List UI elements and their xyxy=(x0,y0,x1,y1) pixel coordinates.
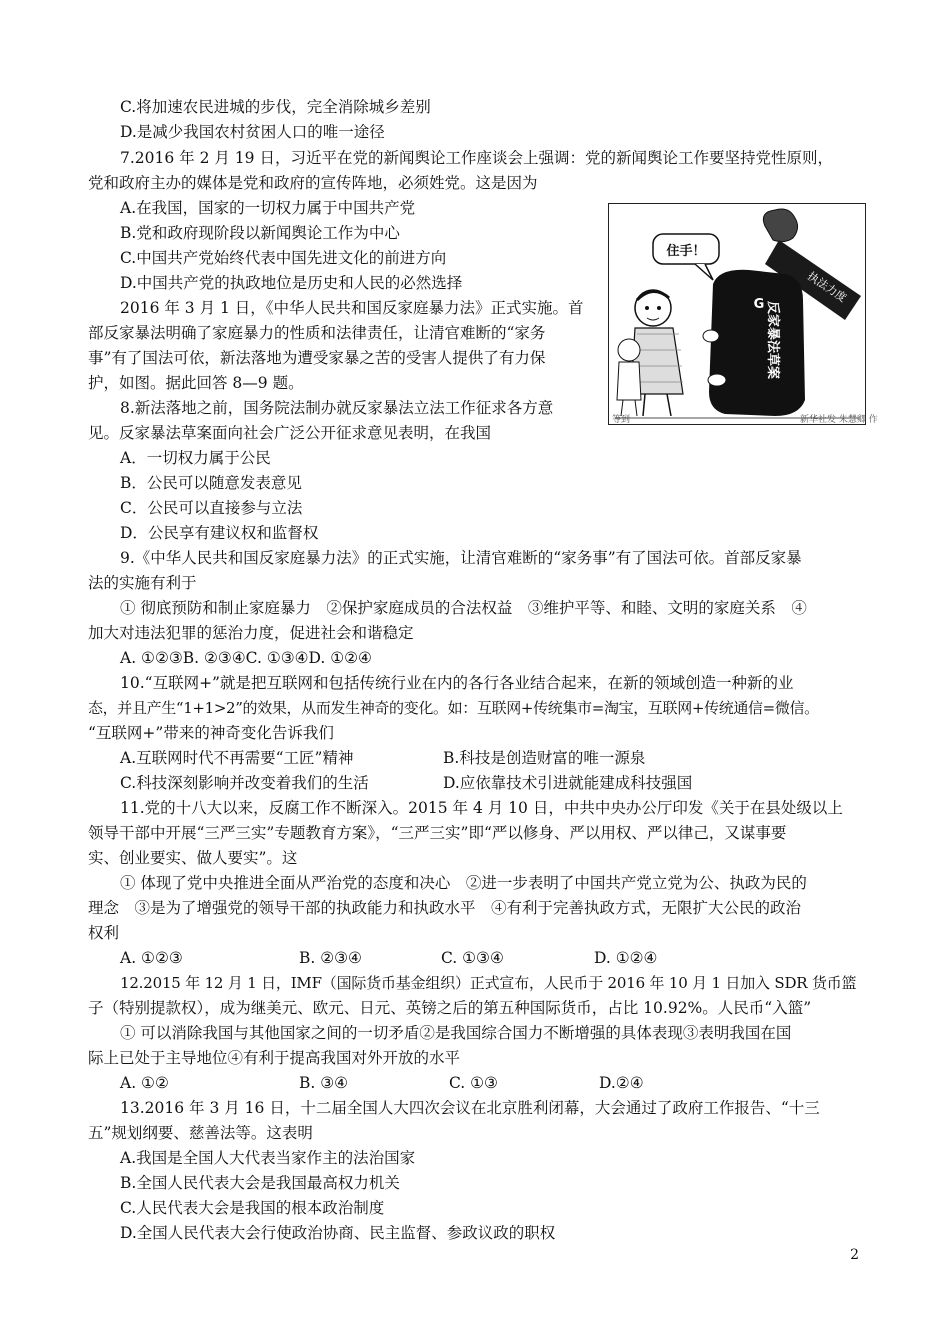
cartoon-caption-right: 新华社发 朱慧卿 作 xyxy=(800,415,878,425)
question-7-stem-cont: 党和政府主办的媒体是党和政府的宣传阵地，必须姓党。这是因为 xyxy=(88,174,538,192)
question-10-option-d: D.应依靠技术引进就能建成科技强国 xyxy=(443,774,693,792)
question-11-statements: ① 体现了党中央推进全面从严治党的态度和决心 ②进一步表明了中国共产党立党为公、执政为民的 xyxy=(120,874,807,892)
question-10-stem: 10.“互联网+”就是把互联网和包括传统行业在内的各行各业结合起来，在新的领域创造一种新的业 xyxy=(120,674,794,692)
cartoon-drawing xyxy=(609,204,865,424)
question-8-stem: 8.新法落地之前，国务院法制办就反家暴法立法工作征求各方意 xyxy=(120,399,554,417)
passage-8-9-line3: 事”有了国法可依，新法落地为遭受家暴之苦的受害人提供了有力保 xyxy=(88,349,546,367)
question-7-option-b: B.党和政府现阶段以新闻舆论工作为中心 xyxy=(120,224,400,242)
option-c-prev: C.将加速农民进城的步伐，完全消除城乡差别 xyxy=(120,98,431,116)
question-12-option-a: A. ①② xyxy=(120,1074,169,1092)
question-9-stem-cont: 法的实施有利于 xyxy=(88,574,197,592)
question-11-option-d: D. ①②④ xyxy=(594,949,658,967)
question-11-statements-cont: 理念 ③是为了增强党的领导干部的执政能力和执政水平 ④有利于完善执政方式，无限扩大公民的政治 xyxy=(88,899,802,917)
question-11-option-a: A. ①②③ xyxy=(120,949,183,967)
question-9-options: A. ①②③B. ②③④C. ①③④D. ①②④ xyxy=(120,649,372,667)
question-10-option-b: B.科技是创造财富的唯一源泉 xyxy=(443,749,646,767)
question-13-option-a: A.我国是全国人大代表当家作主的法治国家 xyxy=(120,1149,416,1167)
question-9-statements: ① 彻底预防和制止家庭暴力 ②保护家庭成员的合法权益 ③维护平等、和睦、文明的家庭关系 ④ xyxy=(120,599,807,617)
question-8-option-a: A．一切权力属于公民 xyxy=(120,449,271,467)
question-13-option-d: D.全国人民代表大会行使政治协商、民主监督、参政议政的职权 xyxy=(120,1224,556,1242)
sleeve-text: 执法力度 xyxy=(805,269,849,305)
question-12-stem: 12.2015 年 12 月 1 日，IMF（国际货币基金组织）正式宣布，人民币于 2016 年 10 月 1 日加入 SDR 货币篮 xyxy=(120,974,857,992)
question-10-stem-cont: 态，并且产生“1+1>2”的效果，从而发生神奇的变化。如：互联网+传统集市=淘宝，互联网+传统通信=微信。 xyxy=(88,699,819,717)
question-9-stem: 9.《中华人民共和国反家庭暴力法》的正式实施，让清官难断的“家务事”有了国法可依。首部反家暴 xyxy=(120,549,802,567)
question-7-stem: 7.2016 年 2 月 19 日，习近平在党的新闻舆论工作座谈会上强调：党的新闻舆论工作要坚持党性原则， xyxy=(120,149,833,167)
cartoon-caption-left: 等到 xyxy=(612,415,631,425)
cartoon-illustration xyxy=(608,203,866,425)
question-12-option-d: D.②④ xyxy=(599,1074,644,1092)
question-13-option-c: C.人民代表大会是我国的根本政治制度 xyxy=(120,1199,385,1217)
passage-8-9-line2: 部反家暴法明确了家庭暴力的性质和法律责任，让清官难断的“家务 xyxy=(88,324,546,342)
question-10-option-a: A.互联网时代不再需要“工匠”精神 xyxy=(120,749,354,767)
question-11-statements-cont2: 权利 xyxy=(88,924,120,942)
question-7-option-d: D.中国共产党的执政地位是历史和人民的必然选择 xyxy=(120,274,463,292)
board-text: 反家暴法草案 xyxy=(765,300,780,380)
question-12-option-c: C. ①③ xyxy=(449,1074,498,1092)
question-12-stem-cont: 子（特别提款权），成为继美元、欧元、日元、英镑之后的第五种国际货币，占比 10.92%。人民币“入篮” xyxy=(88,999,812,1017)
question-10-stem-cont2: “互联网+”带来的神奇变化告诉我们 xyxy=(88,724,334,742)
board-symbol: G xyxy=(753,297,765,312)
page-number: 2 xyxy=(850,1247,859,1263)
question-7-option-a: A.在我国，国家的一切权力属于中国共产党 xyxy=(120,199,416,217)
question-12-option-b: B. ③④ xyxy=(299,1074,349,1092)
question-10-option-c: C.科技深刻影响并改变着我们的生活 xyxy=(120,774,369,792)
question-11-stem-cont: 领导干部中开展“三严三实”专题教育方案》，“三严三实”即“严以修身、严以用权、严以律己，又谋事要 xyxy=(88,824,787,842)
question-13-option-b: B.全国人民代表大会是我国最高权力机关 xyxy=(120,1174,400,1192)
question-8-option-c: C．公民可以直接参与立法 xyxy=(120,499,303,517)
question-11-option-b: B. ②③④ xyxy=(299,949,362,967)
question-12-statements-cont: 际上已处于主导地位④有利于提高我国对外开放的水平 xyxy=(88,1049,461,1067)
question-11-stem: 11.党的十八大以来，反腐工作不断深入。2015 年 4 月 10 日，中共中央办公厅印发《关于在县处级以上 xyxy=(120,799,843,817)
question-11-option-c: C. ①③④ xyxy=(441,949,504,967)
option-d-prev: D.是减少我国农村贫困人口的唯一途径 xyxy=(120,123,385,141)
question-12-statements: ① 可以消除我国与其他国家之间的一切矛盾②是我国综合国力不断增强的具体表现③表明我国在国 xyxy=(120,1024,792,1042)
speech-text: 住手！ xyxy=(666,244,706,259)
question-9-statements-cont: 加大对违法犯罪的惩治力度，促进社会和谐稳定 xyxy=(88,624,414,642)
question-8-option-b: B．公民可以随意发表意见 xyxy=(120,474,302,492)
question-13-stem: 13.2016 年 3 月 16 日，十二届全国人大四次会议在北京胜利闭幕，大会通过了政府工作报告、“十三 xyxy=(120,1099,820,1117)
question-11-stem-cont2: 实、创业要实、做人要实”。这 xyxy=(88,849,298,867)
passage-8-9-line4: 护，如图。据此回答 8—9 题。 xyxy=(88,374,304,392)
question-13-stem-cont: 五”规划纲要、慈善法等。这表明 xyxy=(88,1124,313,1142)
passage-8-9-line1: 2016 年 3 月 1 日，《中华人民共和国反家庭暴力法》正式实施。首 xyxy=(120,299,584,317)
question-7-option-c: C.中国共产党始终代表中国先进文化的前进方向 xyxy=(120,249,447,267)
question-8-stem-cont: 见。反家暴法草案面向社会广泛公开征求意见表明，在我国 xyxy=(88,424,492,442)
question-8-option-d: D．公民享有建议权和监督权 xyxy=(120,524,319,542)
